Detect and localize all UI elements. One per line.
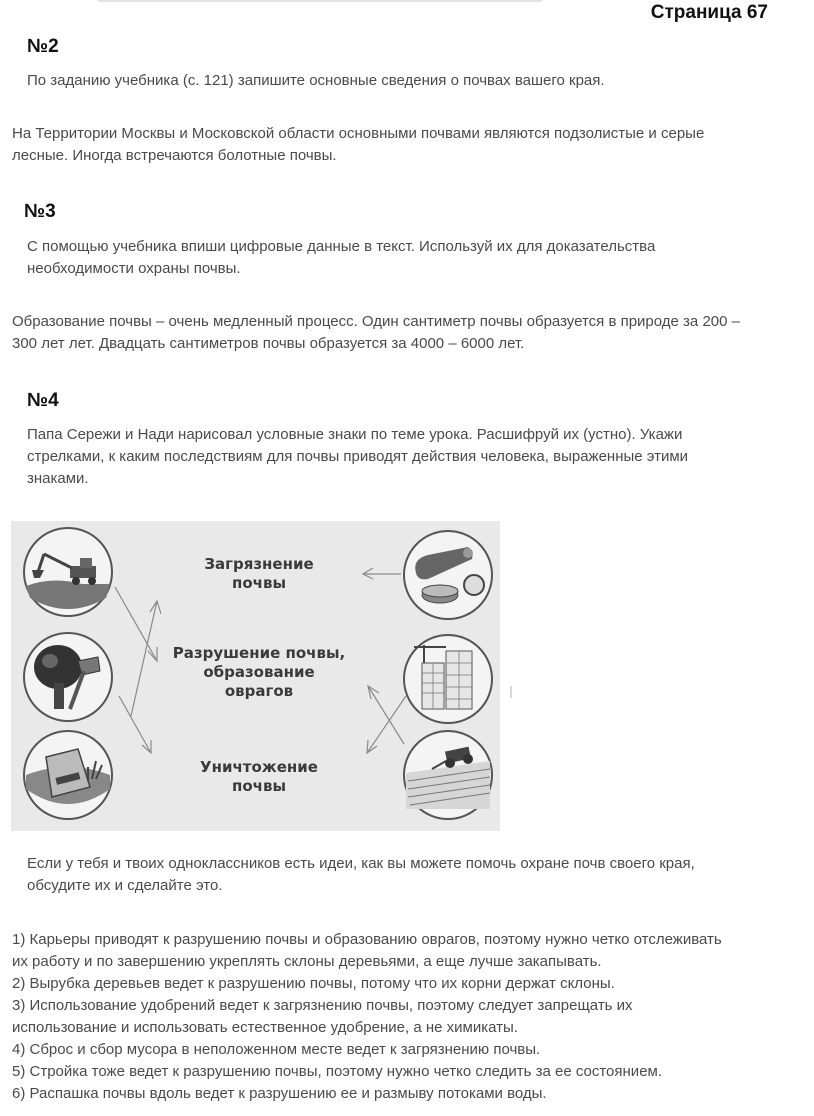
- answer-line: 5) Стройка тоже ведет к разрушению почвы, поэтому нужно четко следить за ее состоянием.: [12, 1063, 663, 1080]
- task-4-number: №4: [27, 390, 59, 411]
- arrow-head: [142, 740, 151, 753]
- task-3-number: №3: [24, 201, 56, 222]
- label-line: Разрушение почвы,: [172, 644, 346, 662]
- top-divider: [98, 0, 542, 2]
- fertilizer-bag-icon: [22, 729, 114, 821]
- soil-signs-figure: [11, 521, 500, 831]
- label-soil-annihilation: [189, 758, 329, 796]
- label-line: Загрязнение: [204, 555, 314, 573]
- question-line: знаками.: [27, 470, 89, 487]
- page-number-label: Страница 67: [650, 2, 768, 23]
- answer-line: 3) Использование удобрений ведет к загрязнению почвы, поэтому следует запрещать их: [12, 997, 633, 1014]
- answer-line: 2) Вырубка деревьев ведет к разрушению почвы, потому что их корни держат склоны.: [12, 975, 615, 992]
- question-line: Папа Сережи и Нади нарисовал условные знаки по теме урока. Расшифруй их (устно). Укажи: [27, 426, 683, 443]
- arrow-line: [367, 696, 406, 753]
- question-line: обсудите их и сделайте это.: [27, 877, 223, 894]
- answer-line: использование и использовать естественное удобрение, а не химикаты.: [12, 1019, 518, 1036]
- question-line: Если у тебя и твоих одноклассников есть идеи, как вы можете помочь охране почв своего края,: [27, 855, 695, 872]
- scan-mark: [510, 686, 512, 698]
- excavator-icon: [22, 526, 114, 618]
- answer-line: их работу и по завершению укреплять склоны деревьями, а еще лучше закапывать.: [12, 953, 602, 970]
- answer-line: 300 лет лет. Двадцать сантиметров почвы образуется за 4000 – 6000 лет.: [12, 335, 525, 352]
- answer-line: лесные. Иногда встречаются болотные почвы.: [12, 147, 337, 164]
- tree-axe-icon: [22, 631, 114, 723]
- task-3-answer: [12, 311, 807, 355]
- label-line: образование: [203, 663, 315, 681]
- task-2-answer: [12, 123, 807, 167]
- question-line: необходимости охраны почвы.: [27, 260, 241, 277]
- arrow-line: [115, 587, 157, 661]
- task-2-question: По заданию учебника (с. 121) запишите основные сведения о почвах вашего края.: [27, 72, 605, 89]
- task-4-followup: [27, 853, 787, 897]
- arrow-line: [368, 686, 404, 744]
- answer-line: 4) Сброс и сбор мусора в неположенном месте ведет к загрязнению почвы.: [12, 1041, 541, 1058]
- question-line: С помощью учебника впиши цифровые данные в текст. Используй их для доказательства: [27, 238, 656, 255]
- question-line: стрелками, к каким последствиям для почвы приводят действия человека, выраженные этими: [27, 448, 689, 465]
- label-line: оврагов: [224, 682, 294, 700]
- answer-line: На Территории Москвы и Московской области основными почвами являются подзолистые и серые: [12, 125, 705, 142]
- tractor-plowing-icon: [402, 729, 494, 821]
- label-line: почвы: [231, 574, 287, 592]
- label-line: почвы: [231, 777, 287, 795]
- label-soil-pollution: [189, 555, 329, 593]
- building-construction-icon: [402, 633, 494, 725]
- task-4-answer: [12, 929, 807, 1105]
- arrow-line: [131, 601, 157, 716]
- answer-line: Образование почвы – очень медленный процесс. Один сантиметр почвы образуется в природе за 200 –: [12, 313, 740, 330]
- answer-line: 6) Распашка почвы вдоль ведет к разрушению ее и размыву потоками воды.: [12, 1085, 547, 1102]
- task-2-number: №2: [27, 36, 59, 57]
- answer-line: 1) Карьеры приводят к разрушению почвы и образованию оврагов, поэтому нужно четко отслеживать: [12, 931, 722, 948]
- task-3-question: [27, 236, 787, 280]
- task-4-question: [27, 424, 787, 490]
- label-soil-destruction: [161, 644, 357, 701]
- garbage-icon: [402, 529, 494, 621]
- arrow-line: [119, 696, 151, 753]
- label-line: Уничтожение: [200, 758, 318, 776]
